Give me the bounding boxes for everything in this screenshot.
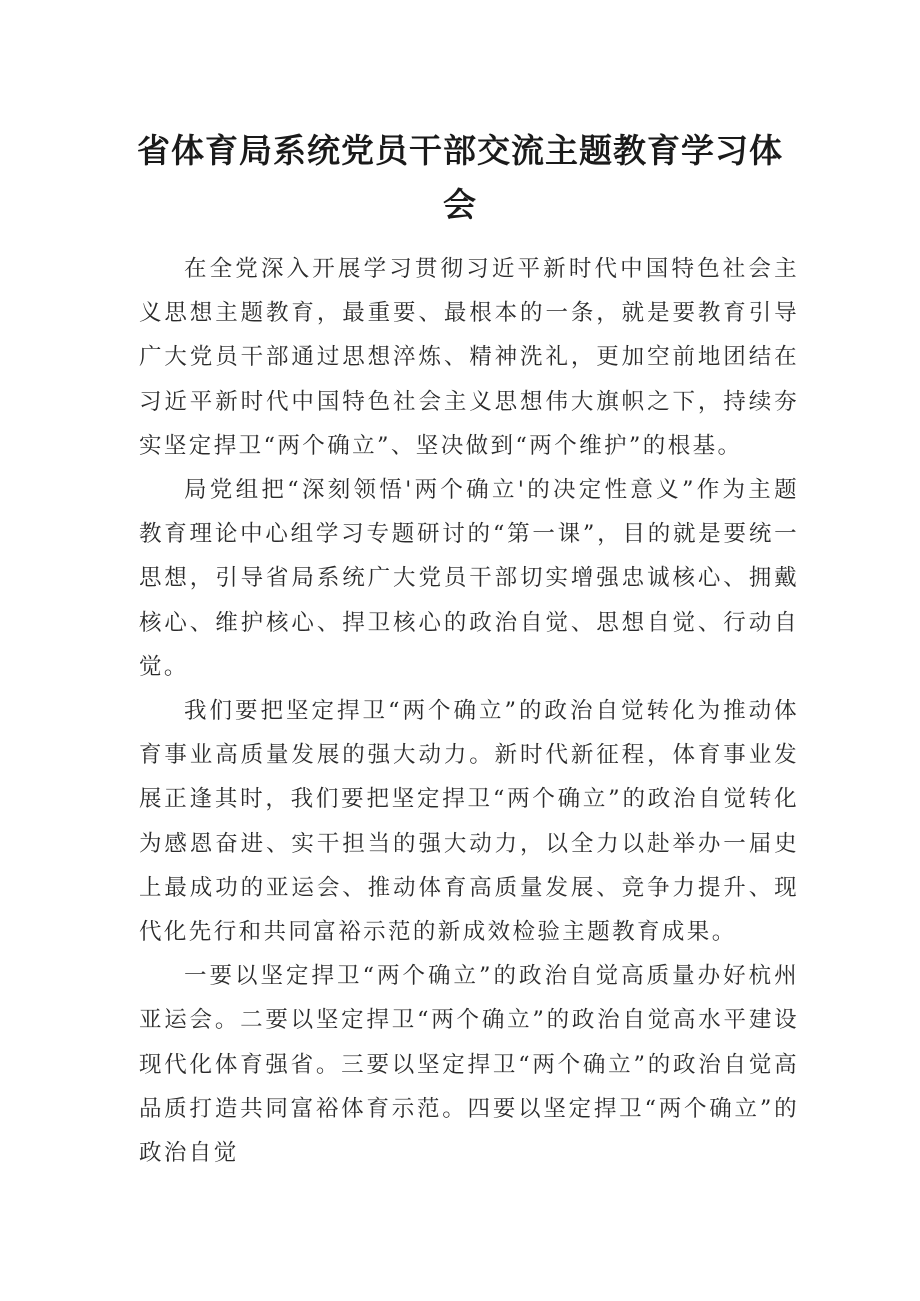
document-title: 省体育局系统党员干部交流主题教育学习体会 xyxy=(137,131,783,224)
paragraph-4: 一要以坚定捍卫“两个确立”的政治自觉高质量办好杭州亚运会。二要以坚定捍卫“两个确立”的政治自觉高水平建设现代化体育强省。三要以坚定捍卫“两个确立”的政治自觉高品质打造共同富裕体育示范。四要以坚定捍卫“两个确立”的政治自觉 xyxy=(139,963,799,1167)
document-body xyxy=(139,247,799,1175)
paragraph-2: 局党组把“深刻领悟'两个确立'的决定性意义”作为主题教育理论中心组学习专题研讨的“第一课”，目的就是要统一思想，引导省局系统广大党员干部切实增强忠诚核心、拥戴核心、维护核心、捍卫核心的政治自觉、思想自觉、行动自觉。 xyxy=(139,477,799,680)
paragraph-1: 在全党深入开展学习贯彻习近平新时代中国特色社会主义思想主题教育，最重要、最根本的一条，就是要教育引导广大党员干部通过思想淬炼、精神洗礼，更加空前地团结在习近平新时代中国特色社会主义思想伟大旗帜之下，持续夯实坚定捍卫“两个确立”、坚决做到“两个维护”的根基。 xyxy=(139,256,799,459)
paragraph-3: 我们要把坚定捍卫“两个确立”的政治自觉转化为推动体育事业高质量发展的强大动力。新时代新征程，体育事业发展正逢其时，我们要把坚定捍卫“两个确立”的政治自觉转化为感恩奋进、实干担当的强大动力，以全力以赴举办一届史上最成功的亚运会、推动体育高质量发展、竞争力提升、现代化先行和共同富裕示范的新成效检验主题教育成果。 xyxy=(139,698,799,946)
